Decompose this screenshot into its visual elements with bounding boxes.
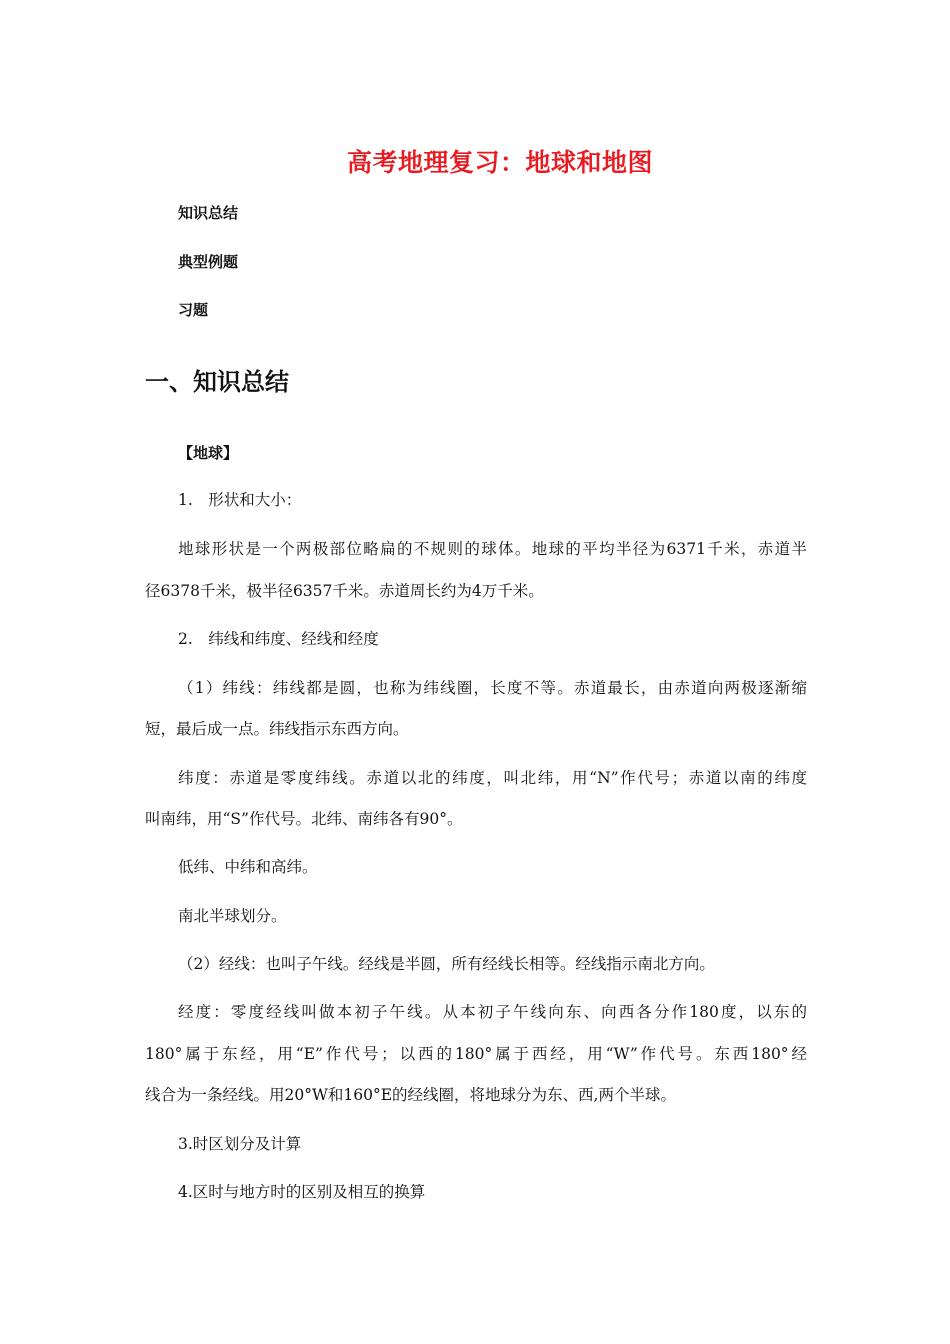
paragraph-line: 1. 形状和大小： <box>178 491 302 509</box>
paragraph-line: 经度：零度经线叫做本初子午线。从本初子午线向东、向西各分作180度，以东的 <box>178 1003 807 1021</box>
paragraph-line: （1）纬线：纬线都是圆，也称为纬线圈，长度不等。赤道最长，由赤道向两极逐渐缩 <box>178 679 807 697</box>
paragraph-line: 叫南纬，用“S”作代号。北纬、南纬各有90°。 <box>145 810 463 828</box>
paragraph-line: 纬度：赤道是零度纬线。赤道以北的纬度，叫北纬，用“N”作代号；赤道以南的纬度 <box>178 769 807 787</box>
section-heading: 一、知识总结 <box>145 368 289 396</box>
subheading-earth: 【地球】 <box>178 444 239 462</box>
paragraph-line: 径6378千米，极半径6357千米。赤道周长约为4万千米。 <box>145 582 544 600</box>
paragraph-line: 4.区时与地方时的区别及相互的换算 <box>178 1183 426 1201</box>
paragraph-line: 南北半球划分。 <box>178 907 287 925</box>
paragraph-line: （2）经线：也叫子午线。经线是半圆，所有经线长相等。经线指示南北方向。 <box>178 955 715 973</box>
paragraph-line: 2. 纬线和纬度、经线和经度 <box>178 630 379 648</box>
paragraph-line: 低纬、中纬和高纬。 <box>178 858 318 876</box>
document-title: 高考地理复习：地球和地图 <box>346 148 653 177</box>
paragraph-line: 3.时区划分及计算 <box>178 1135 302 1153</box>
toc-item-examples[interactable]: 典型例题 <box>178 253 239 271</box>
paragraph-line: 短，最后成一点。纬线指示东西方向。 <box>145 720 409 738</box>
paragraph-line: 线合为一条经线。用20°W和160°E的经线圈，将地球分为东、西,两个半球。 <box>145 1086 676 1104</box>
paragraph-line: 180°属于东经，用“E”作代号；以西的180°属于西经，用“W”作代号。东西180°经 <box>145 1045 807 1063</box>
toc-item-summary[interactable]: 知识总结 <box>178 204 239 222</box>
paragraph-line: 地球形状是一个两极部位略扁的不规则的球体。地球的平均半径为6371千米，赤道半 <box>178 540 807 558</box>
toc-item-exercises[interactable]: 习题 <box>178 301 209 319</box>
